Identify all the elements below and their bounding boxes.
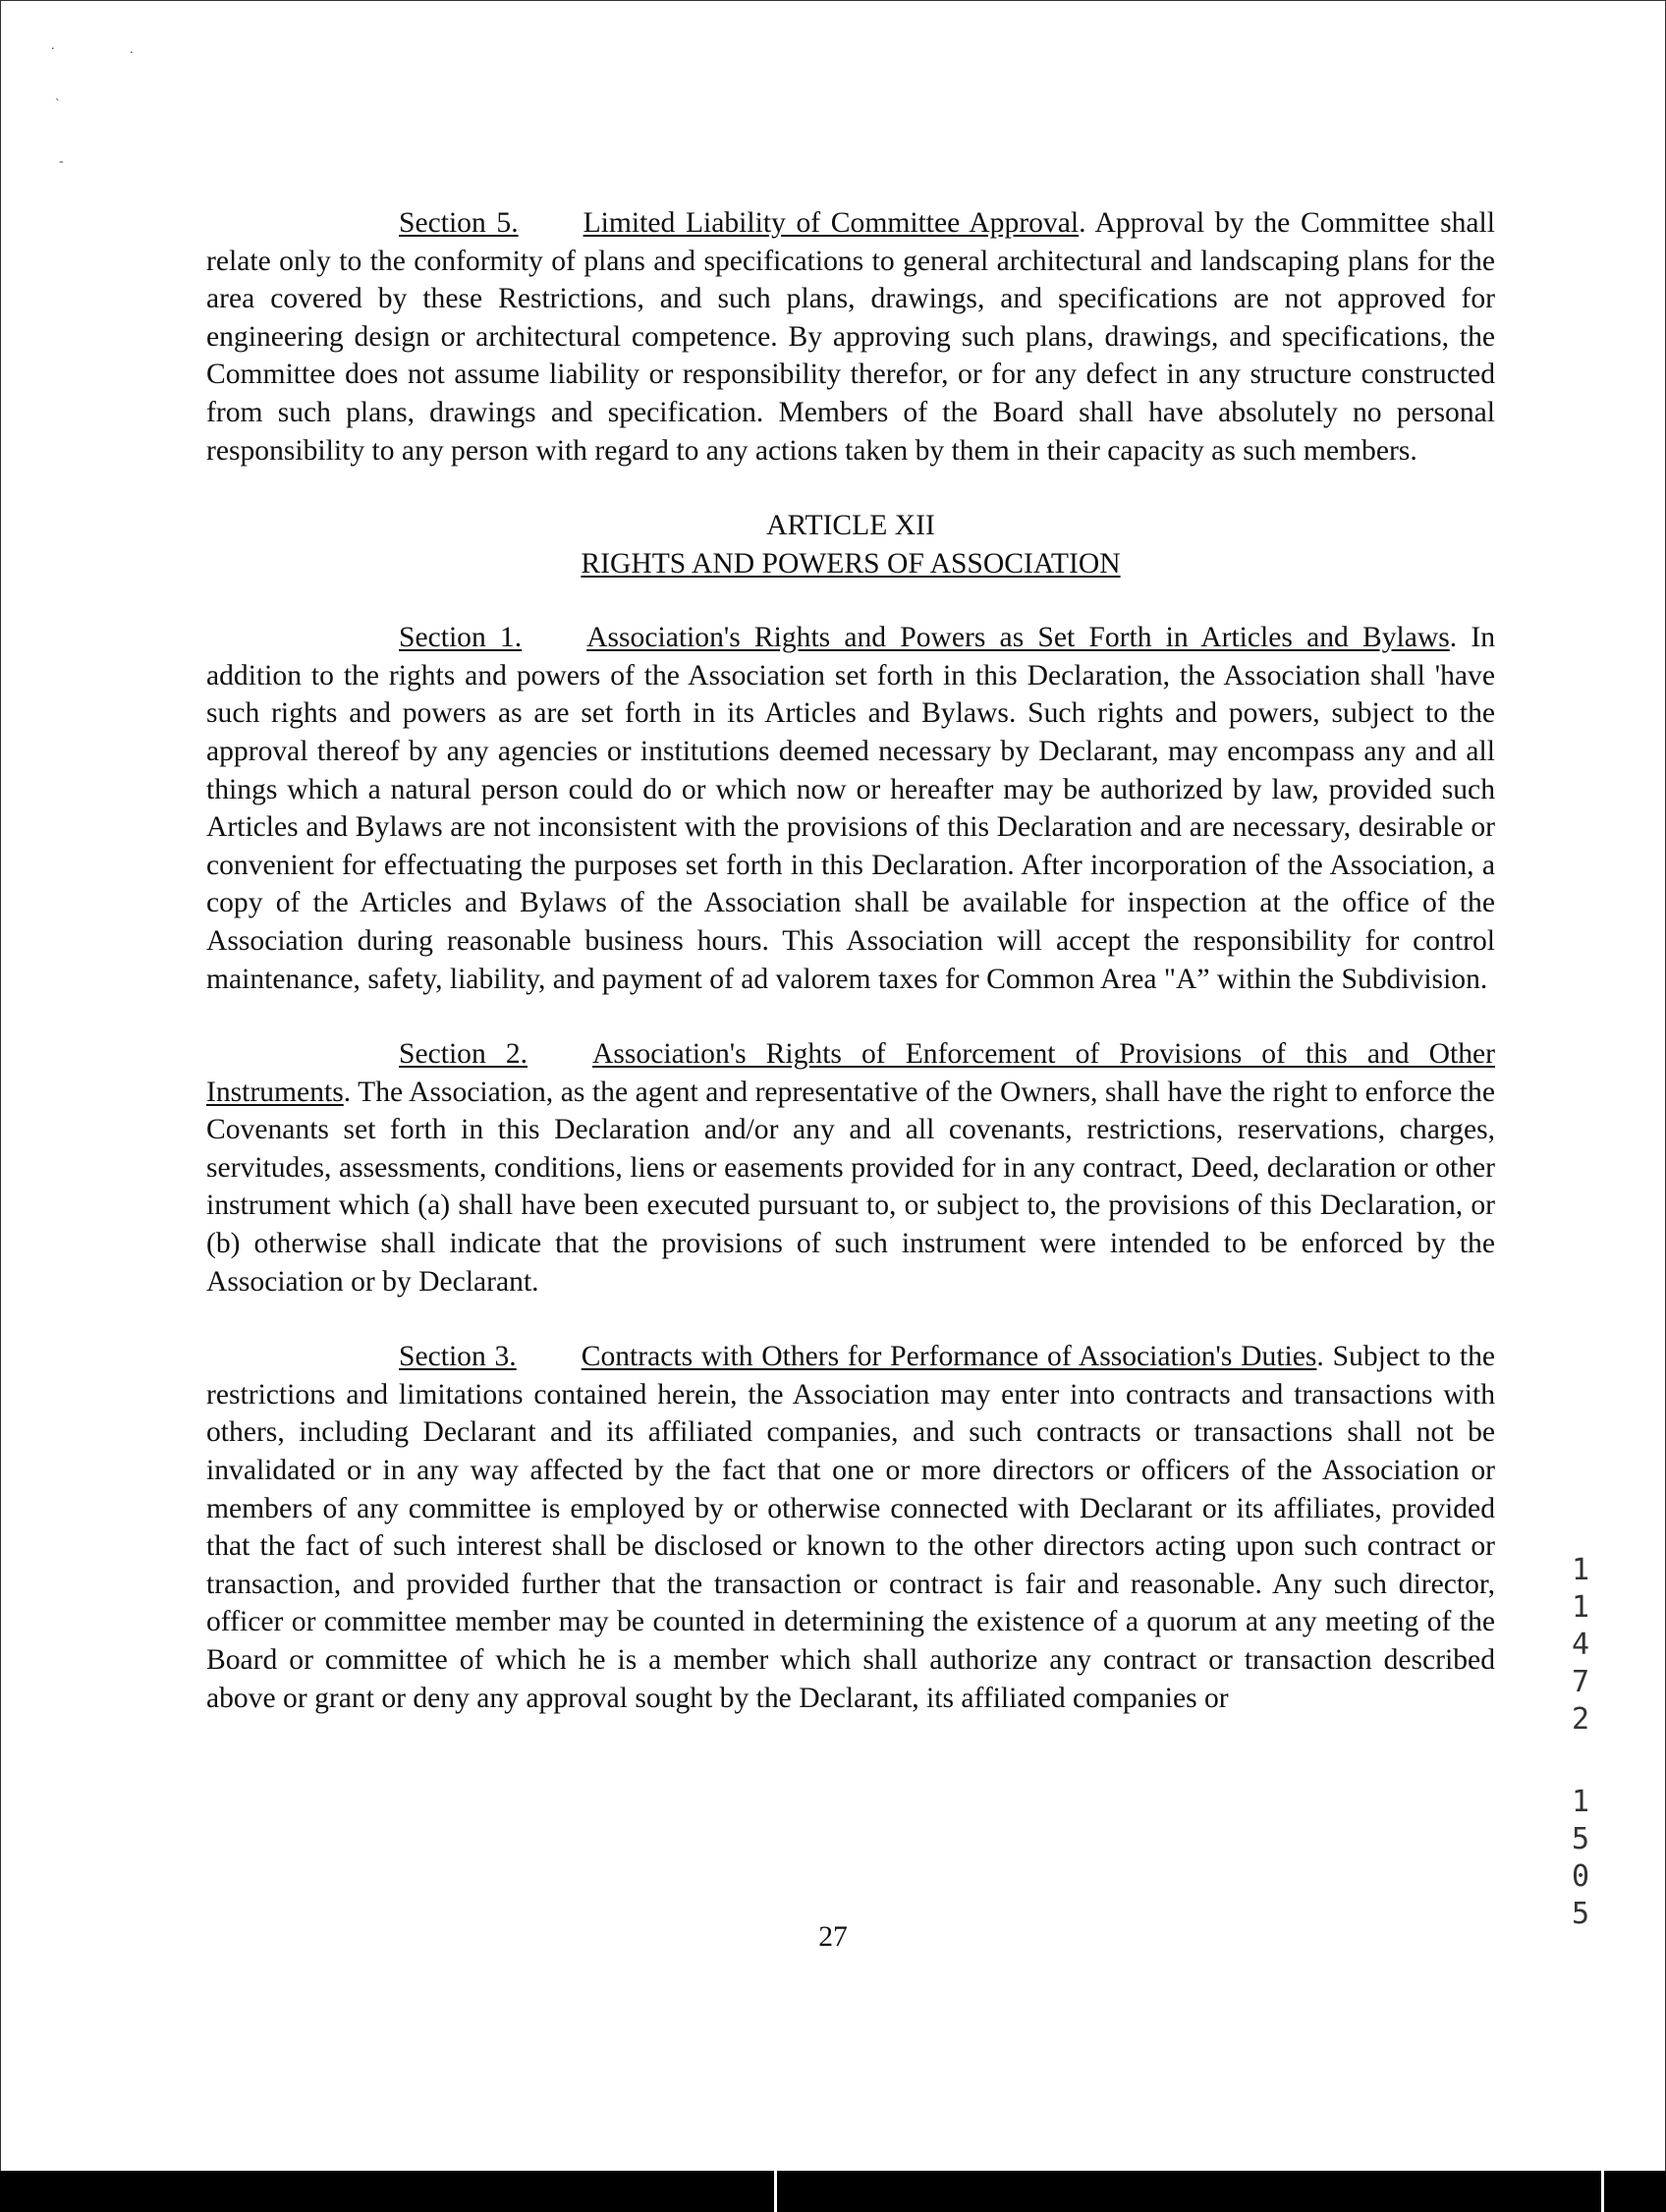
section-title: Association's Rights of Enforcement of Provisions of this and Other Instruments [206, 1038, 1495, 1108]
stamp-digit: 7 [1571, 1665, 1590, 1699]
document-body [206, 204, 1495, 1717]
article-title: RIGHTS AND POWERS OF ASSOCIATION [581, 548, 1121, 581]
scan-bar-tick [774, 2171, 777, 2212]
section-number: Section 5. [399, 207, 519, 239]
stamp-digit: 0 [1571, 1859, 1590, 1894]
scan-speck: . [51, 38, 55, 53]
section-2-paragraph [206, 1035, 1495, 1300]
scan-speck: - [59, 154, 64, 169]
article-heading-block [206, 507, 1495, 583]
section-number: Section 3. [399, 1341, 517, 1373]
section-number: Section 2. [399, 1038, 528, 1071]
section-5-paragraph [206, 204, 1495, 470]
section-body: . The Association, as the agent and representative of the Owners, shall have the right to enforce the Covenants set forth in this Declaration and/or any and all covenants, restrictions, reservations, charges, servitudes, assessments, conditions, liens or easements provided for in any contract, Deed, declaration or other instrument which (a) shall have been executed pursuant to, or subject to, the provisions of this Declaration, or (b) otherwise shall indicate that the provisions of such instrument were intended to be enforced by the Association or by Declarant. [206, 1076, 1495, 1298]
stamp-digit: 1 [1571, 1785, 1590, 1819]
stamp-digit: 4 [1571, 1628, 1590, 1662]
section-title: Association's Rights and Powers as Set Forth in Articles and Bylaws [586, 622, 1450, 654]
section-number: Section 1. [399, 622, 523, 654]
section-body: . Subject to the restrictions and limitations contained herein, the Association may enter into contracts and transactions with others, including Declarant and its affiliated companies, and such contracts or transactions shall not be invalidated or in any way affected by the fact that one or more directors or officers of the Association or members of any committee is employed by or otherwise connected with Declarant or its affiliates, provided that the fact of such interest shall be disclosed or known to the other directors acting upon such contract or transaction, and provided further that the transaction or contract is fair and reasonable. Any such director, officer or committee member may be counted in determining the existence of a quorum at any meeting of the Board or committee of which he is a member which shall authorize any contract or transaction described above or grant or deny any approval sought by the Declarant, its affiliated companies or [206, 1341, 1495, 1714]
section-body: . In addition to the rights and powers of the Association set forth in this Declaration, the Association shall 'have such rights and powers as are set forth in its Articles and Bylaws. Such rights and powers, subject to the approval thereof by any agencies or institutions deemed necessary by Declarant, may encompass any and all things which a natural person could do or which now or hereafter may be authorized by law, provided such Articles and Bylaws are not inconsistent with the provisions of this Declaration and are necessary, desirable or convenient for effectuating the purposes set forth in this Declaration. After incorporation of the Association, a copy of the Articles and Bylaws of the Association shall be available for inspection at the office of the Association during reasonable business hours. This Association will accept the responsibility for control maintenance, safety, liability, and payment of ad valorem taxes for Common Area "A” within the Subdivision. [206, 622, 1495, 995]
recording-stamp [1566, 1552, 1595, 1933]
page-number: 27 [818, 1921, 848, 1953]
scan-speck: . [130, 42, 134, 57]
stamp-digit: 2 [1571, 1702, 1590, 1737]
article-number: ARTICLE XII [766, 510, 935, 542]
section-title: Contracts with Others for Performance of Association's Duties [581, 1341, 1317, 1373]
scan-bar-tick [1601, 2171, 1604, 2212]
scan-speck: ` [55, 97, 60, 112]
stamp-digit: 5 [1571, 1822, 1590, 1856]
section-body: . Approval by the Committee shall relate only to the conformity of plans and specifications to general architectural and landscaping plans for the area covered by these Restrictions, and such plans, drawings, and specifications are not approved for engineering design or architectural competence. By approving such plans, drawings, and specifications, the Committee does not assume liability or responsibility therefor, or for any defect in any structure constructed from such plans, drawings and specification. Members of the Board shall have absolutely no personal responsibility to any person with regard to any actions taken by them in their capacity as such members. [206, 207, 1495, 467]
section-3-paragraph [206, 1338, 1495, 1717]
section-title: Limited Liability of Committee Approval [583, 207, 1080, 239]
stamp-digit: 1 [1571, 1590, 1590, 1625]
stamp-digit: 5 [1571, 1897, 1590, 1931]
stamp-digit: 1 [1571, 1553, 1590, 1587]
scan-bottom-bar [0, 2171, 1666, 2212]
section-1-paragraph [206, 619, 1495, 998]
